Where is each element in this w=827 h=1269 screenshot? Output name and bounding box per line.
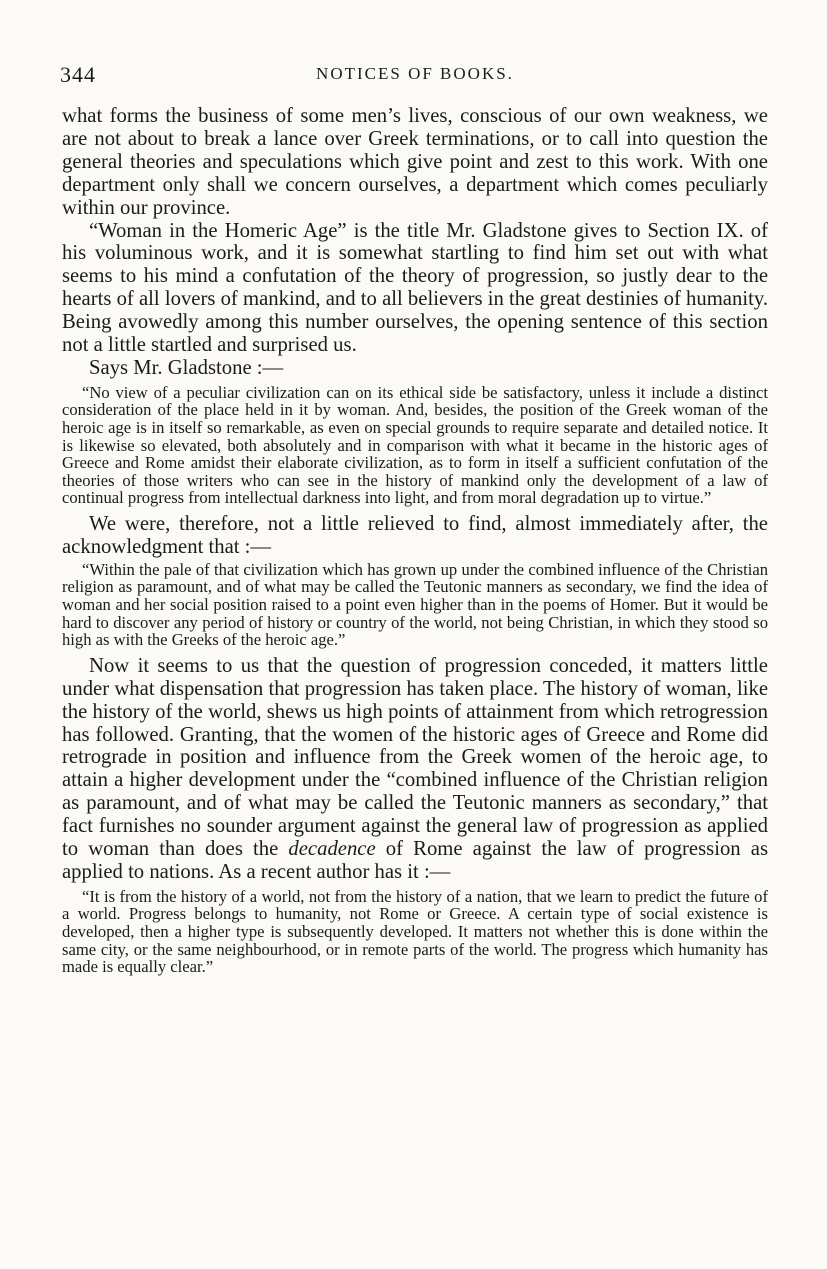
paragraph-relieved: We were, therefore, not a little relieved to find, almost immediately after, the acknowledgment that :— xyxy=(62,513,768,558)
page-body xyxy=(62,105,768,981)
block-quote-gladstone-2: “Within the pale of that civilization which has grown up under the combined influence of the Christian religion as paramount, and of what may be called the Teutonic manners as secondary, we find the idea of woman and her social position raised to a point even higher than in the poems of Homer. But it would be hard to discover any period of history or country of the world, not being Christian, in which they stood so high as with the Greeks of the heroic age.” xyxy=(62,559,768,650)
block-quote-recent-author: “It is from the history of a world, not from the history of a nation, that we learn to predict the future of a world. Progress belongs to humanity, not Rome or Greece. A certain type of social existence is developed, then a higher type is subsequently developed. It matters not whether this is done within the same city, or the same neighbourhood, or in remote parts of the world. The progress which humanity has made is equally clear.” xyxy=(62,886,768,977)
page-header xyxy=(60,62,770,88)
page-number: 344 xyxy=(60,62,96,87)
running-title: NOTICES OF BOOKS. xyxy=(316,64,514,83)
italic-decadence: decadence xyxy=(288,838,376,861)
paragraph-continuation: what forms the business of some men’s lives, conscious of our own weakness, we are not about to break a lance over Greek terminations, or to call into question the general theories and speculations which give point and zest to this work. With one department only shall we concern ourselves, a department which comes peculiarly within our province. xyxy=(62,105,768,219)
paragraph-woman-homeric-age: “Woman in the Homeric Age” is the title Mr. Gladstone gives to Section IX. of his voluminous work, and it is somewhat startling to find him set out with what seems to his mind a confutation of the theory of progression, so justly dear to the hearts of all lovers of mankind, and to all believers in the great destinies of humanity. Being avowedly among this number ourselves, the opening sentence of this section not a little startled and surprised us. xyxy=(62,219,768,357)
block-quote-gladstone-1: “No view of a peculiar civilization can on its ethical side be satisfactory, unless it include a distinct consideration of the place held in it by woman. And, besides, the position of the Greek woman of the heroic age is in itself so remarkable, as even on special grounds to require separate and detailed notice. It is likewise so elevated, both absolutely and in comparison with what it became in the historic ages of Greece and Rome amidst their elaborate civilization, as to form in itself a sufficient confutation of the theories of those writers who can see in the history of mankind only the development of a law of continual progress from intellectual darkness into light, and from moral degradation up to virtue.” xyxy=(62,382,768,508)
paragraph-progression-text-2: of Rome against the law of progression as applied to nations. As a recent author has it :— xyxy=(62,838,768,883)
paragraph-progression xyxy=(62,655,768,884)
paragraph-progression-text-1: Now it seems to us that the question of progression conceded, it matters little under what dispensation that progression has taken place. The history of woman, like the history of the world, shews us high points of attainment from which retrogression has followed. Granting, that the women of the historic ages of Greece and Rome did retrograde in position and influence from the Greek women of the heroic age, to attain a higher development under the “combined influence of the Christian religion as paramount, and of what may be called the Teutonic manners as secondary,” that fact furnishes no sounder argument against the general law of progression as applied to woman than does the xyxy=(62,654,768,861)
quote-intro: Says Mr. Gladstone :— xyxy=(89,356,284,379)
